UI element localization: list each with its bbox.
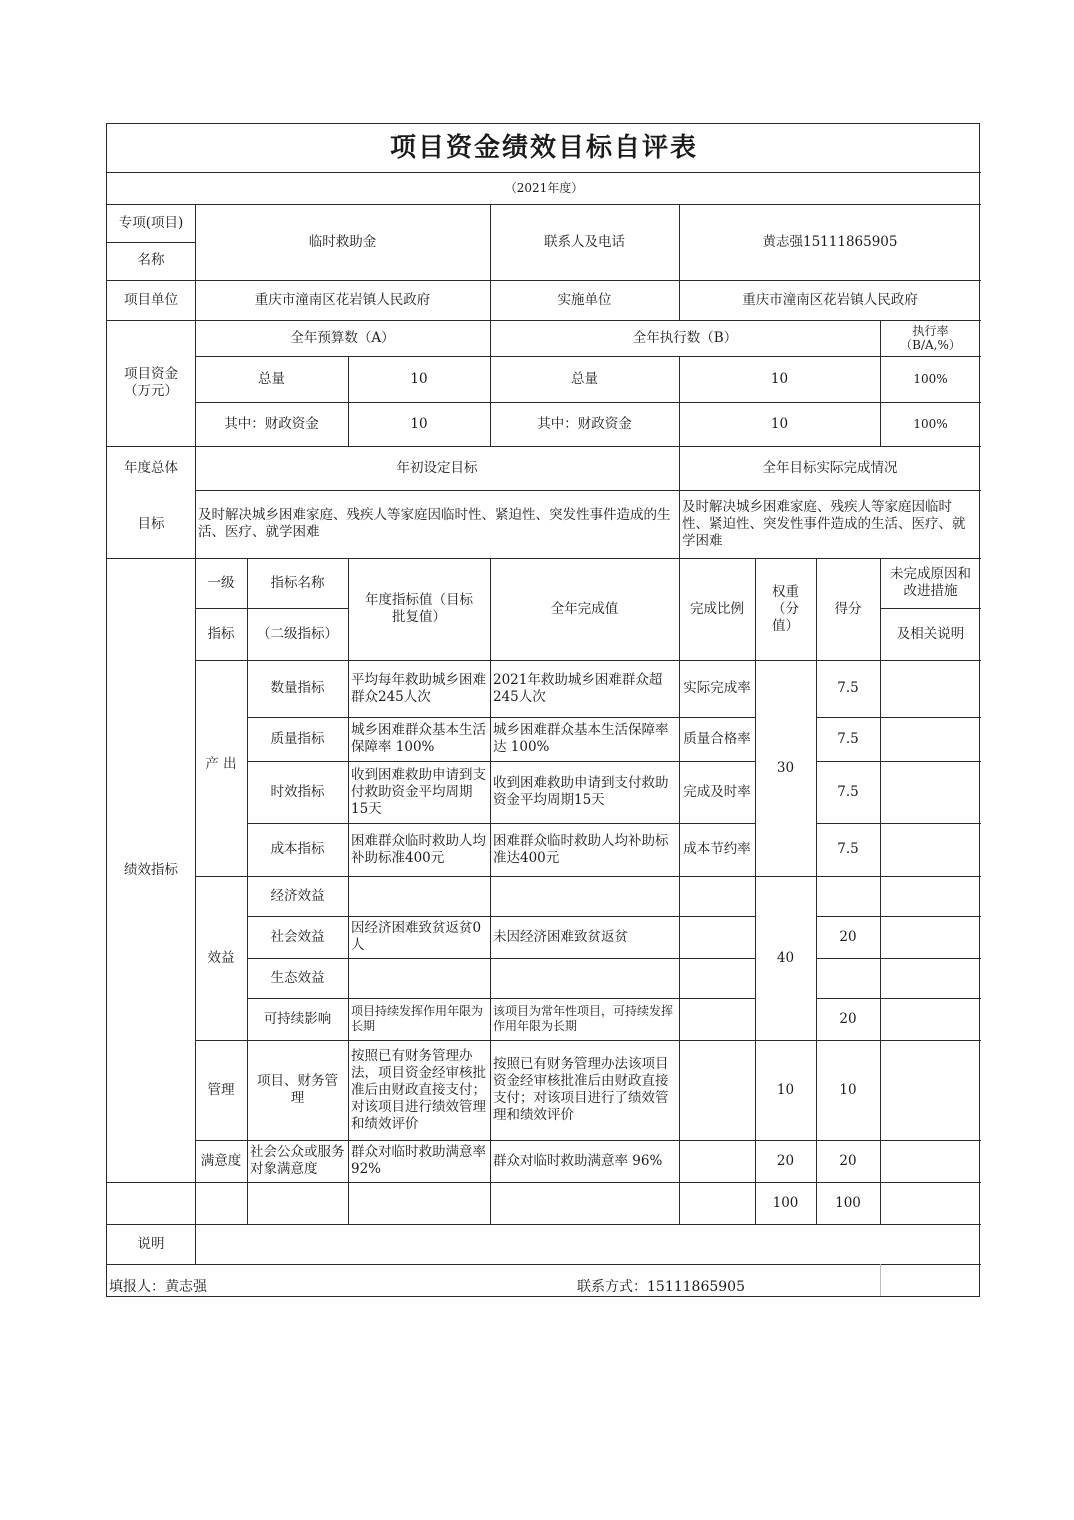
perf-h-weight: 权重（分值）: [772, 583, 799, 634]
grid-line: [195, 1040, 981, 1041]
total-a-label: 总量: [258, 370, 285, 387]
project-name-label-line1: 专项(项目): [118, 215, 184, 231]
grid-line: [490, 204, 491, 356]
row-6-name: 生态效益: [270, 969, 325, 986]
grid-line: [195, 608, 348, 609]
grid-line: [816, 558, 817, 1224]
fiscal-b-label: 其中：财政资金: [537, 415, 632, 432]
grid-line: [107, 446, 981, 447]
row-5-ratio: [679, 916, 755, 958]
project-name-label-line2: 名称: [137, 252, 165, 268]
perf-h-name-a: 指标名称: [270, 574, 325, 591]
form-year: （2021年度）: [504, 180, 584, 195]
grid-line: [816, 823, 981, 824]
grid-line: [816, 916, 981, 917]
row-7-done: 该项目为常年性项目，可持续发挥作用年限为长期: [493, 1004, 674, 1033]
grid-line: [107, 320, 981, 321]
row-8-done: 按照已有财务管理办法该项目资金经审核批准后由财政直接支付；对该项目进行了绩效管理和绩效评价: [493, 1056, 669, 1123]
row-3-name: 成本指标: [270, 841, 325, 857]
filler-info: 填报人：黄志强: [109, 1279, 207, 1295]
perf-h-done: 全年完成值: [550, 600, 619, 617]
row-6-target: [348, 958, 490, 998]
row-1-name: 质量指标: [270, 730, 325, 747]
grid-line: [816, 958, 981, 959]
row-5-done: 未因经济困难致贫返贫: [493, 928, 628, 945]
row-9-target: 群众对临时救助满意率 92%: [351, 1144, 486, 1177]
grid-line: [107, 558, 981, 559]
perf-section-label: 绩效指标: [124, 861, 178, 878]
row-6-score: [816, 958, 880, 998]
row-4-ratio: [679, 876, 755, 916]
total-a-value: 10: [410, 370, 428, 387]
row-8-name: 项目、财务管理: [257, 1073, 338, 1106]
rate-header-line1: 执行率: [912, 324, 949, 338]
row-0-done: 2021年救助城乡困难群众超245人次: [493, 671, 663, 705]
row-6-ratio: [679, 958, 755, 998]
grid-line: [490, 558, 491, 1224]
rate-header: [880, 320, 981, 356]
fiscal-a-label: 其中：财政资金: [224, 415, 319, 432]
row-2-done: 收到困难救助申请到支付救助资金平均周期15天: [493, 775, 669, 808]
grid-line: [348, 558, 349, 1224]
row-0-name: 数量指标: [270, 680, 325, 696]
row-1-done: 城乡困难群众基本生活保障率达 100%: [493, 722, 669, 755]
row-6-done: [490, 958, 679, 998]
grid-line: [195, 490, 981, 491]
goal-set-header: 年初设定目标: [396, 459, 478, 476]
mgmt-group-label: 管理: [207, 1081, 235, 1098]
perf-h-level1-b: 指标: [207, 625, 235, 642]
grid-line: [107, 1224, 981, 1225]
row-9-ratio: [679, 1140, 755, 1182]
perf-h-reason-b: 及相关说明: [896, 625, 965, 642]
row-2-ratio: 完成及时率: [683, 783, 751, 800]
row-0-score: 7.5: [837, 680, 859, 696]
perf-h-target: 年度指标值（目标批复值）: [365, 592, 473, 625]
output-weight: 30: [776, 759, 795, 776]
perf-h-name-b: （二级指标）: [257, 625, 338, 642]
row-5-name: 社会效益: [270, 928, 325, 945]
grid-line: [107, 280, 981, 281]
row-8-score: 10: [839, 1081, 857, 1098]
grid-line: [195, 1182, 981, 1183]
grid-line: [107, 1182, 195, 1183]
grid-line: [880, 1264, 881, 1296]
row-2-name: 时效指标: [270, 783, 325, 800]
grid-line: [880, 320, 881, 446]
row-1-ratio: 质量合格率: [683, 730, 751, 747]
grid-line: [679, 446, 680, 558]
grid-line: [195, 402, 981, 403]
row-3-ratio: 成本节约率: [683, 841, 751, 857]
row-9-score: 20: [839, 1152, 857, 1169]
perf-h-ratio: 完成比例: [690, 600, 744, 617]
row-2-target: 收到困难救助申请到支付救助资金平均周期15天: [351, 766, 486, 817]
grid-line: [107, 242, 195, 243]
grid-line: [755, 558, 756, 1224]
row-9-name: 社会公众或服务对象满意度: [250, 1144, 345, 1177]
perf-h-score: 得分: [834, 600, 862, 617]
project-name-value: 临时救助金: [308, 233, 377, 250]
grid-line: [195, 204, 196, 1264]
budget-header: 全年预算数（A）: [290, 329, 395, 346]
funds-label-line2: （万元）: [124, 383, 178, 399]
funds-label-line1: 项目资金: [124, 366, 178, 382]
grid-line: [195, 356, 981, 357]
row-3-score: 7.5: [837, 841, 859, 857]
row-3-target: 困难群众临时救助人均补助标准400元: [351, 832, 486, 866]
row-5-target: 因经济困难致贫返贫0人: [351, 920, 482, 953]
exec-header: 全年执行数（B）: [632, 329, 738, 346]
note-label: 说明: [137, 1235, 165, 1252]
contact-value: 黄志强15111865905: [762, 233, 898, 250]
grid-line: [107, 172, 981, 173]
contact-info: 联系方式：15111865905: [577, 1279, 745, 1295]
fiscal-b-value: 10: [770, 415, 789, 432]
fiscal-a-value: 10: [410, 415, 428, 432]
row-3-done: 困难群众临时救助人均补助标准达400元: [493, 832, 669, 866]
grid-line: [195, 660, 981, 661]
row-7-target: 项目持续发挥作用年限为长期: [351, 1004, 484, 1033]
row-8-target: 按照已有财务管理办法，项目资金经审核批准后由财政直接支付；对该项目进行绩效管理和绩效评价: [351, 1047, 486, 1132]
grid-line: [880, 608, 981, 609]
grid-line: [195, 876, 981, 877]
goal-actual-text: 及时解决城乡困难家庭、残疾人等家庭因临时性、紧迫性、突发性事件造成的生活、医疗、就学困难: [682, 498, 966, 549]
perf-h-reason-a: 未完成原因和改进措施: [890, 566, 971, 599]
project-unit-label: 项目单位: [124, 291, 178, 308]
goal-label-line1: 年度总体: [124, 459, 178, 476]
evaluation-form: [106, 123, 980, 1297]
grid-line: [195, 1140, 981, 1141]
project-unit-value: 重庆市潼南区花岩镇人民政府: [254, 291, 431, 308]
row-4-done: [490, 876, 679, 916]
row-9-weight: 20: [776, 1152, 795, 1169]
total-b-value: 10: [770, 370, 789, 387]
row-2-score: 7.5: [837, 783, 859, 800]
impl-unit-label: 实施单位: [557, 291, 612, 308]
goal-actual-header: 全年目标实际完成情况: [762, 459, 898, 476]
form-title: 项目资金绩效目标自评表: [389, 132, 698, 163]
benefit-weight: 40: [776, 949, 795, 966]
funds-label: [107, 320, 195, 446]
row-4-score: [816, 876, 880, 916]
total-score: 100: [835, 1194, 861, 1211]
total-rate: 100%: [913, 371, 948, 386]
contact-label: 联系人及电话: [544, 233, 625, 250]
row-1-target: 城乡困难群众基本生活保障率 100%: [351, 722, 486, 755]
row-9-done: 群众对临时救助满意率 96%: [493, 1152, 663, 1169]
output-group-label: 产 出: [205, 756, 237, 772]
grid-line: [247, 558, 248, 1224]
row-0-ratio: 实际完成率: [683, 680, 751, 696]
row-0-target: 平均每年救助城乡困难群众245人次: [351, 671, 486, 705]
fiscal-rate: 100%: [913, 416, 948, 431]
total-weight: 100: [772, 1194, 799, 1211]
satis-group-label: 满意度: [200, 1152, 242, 1169]
grid-line: [880, 558, 881, 1224]
row-7-name: 可持续影响: [263, 1010, 332, 1027]
row-7-ratio: [679, 998, 755, 1040]
grid-line: [816, 761, 981, 762]
grid-line: [348, 356, 349, 446]
benefit-group-label: 效益: [207, 949, 235, 966]
grid-line: [107, 1264, 981, 1265]
row-8-ratio: [679, 1040, 755, 1140]
row-5-score: 20: [839, 928, 857, 945]
row-4-target: [348, 876, 490, 916]
perf-h-level1-a: 一级: [207, 574, 235, 591]
grid-line: [679, 558, 680, 1224]
row-7-score: 20: [839, 1010, 857, 1027]
row-8-weight: 10: [776, 1081, 795, 1098]
grid-line: [107, 204, 981, 205]
goal-set-text: 及时解决城乡困难家庭、残疾人等家庭因临时性、紧迫性、突发性事件造成的生活、医疗、就学困难: [198, 507, 671, 540]
row-1-score: 7.5: [837, 730, 859, 747]
rate-header-line2: （B/A,%）: [900, 338, 961, 352]
grid-line: [490, 356, 491, 446]
grid-line: [816, 717, 981, 718]
goal-label-line2: 目标: [137, 515, 165, 532]
total-b-label: 总量: [571, 370, 598, 387]
row-4-name: 经济效益: [270, 887, 325, 904]
grid-line: [679, 204, 680, 320]
grid-line: [816, 998, 981, 999]
grid-line: [679, 356, 680, 446]
impl-unit-value: 重庆市潼南区花岩镇人民政府: [742, 291, 918, 308]
